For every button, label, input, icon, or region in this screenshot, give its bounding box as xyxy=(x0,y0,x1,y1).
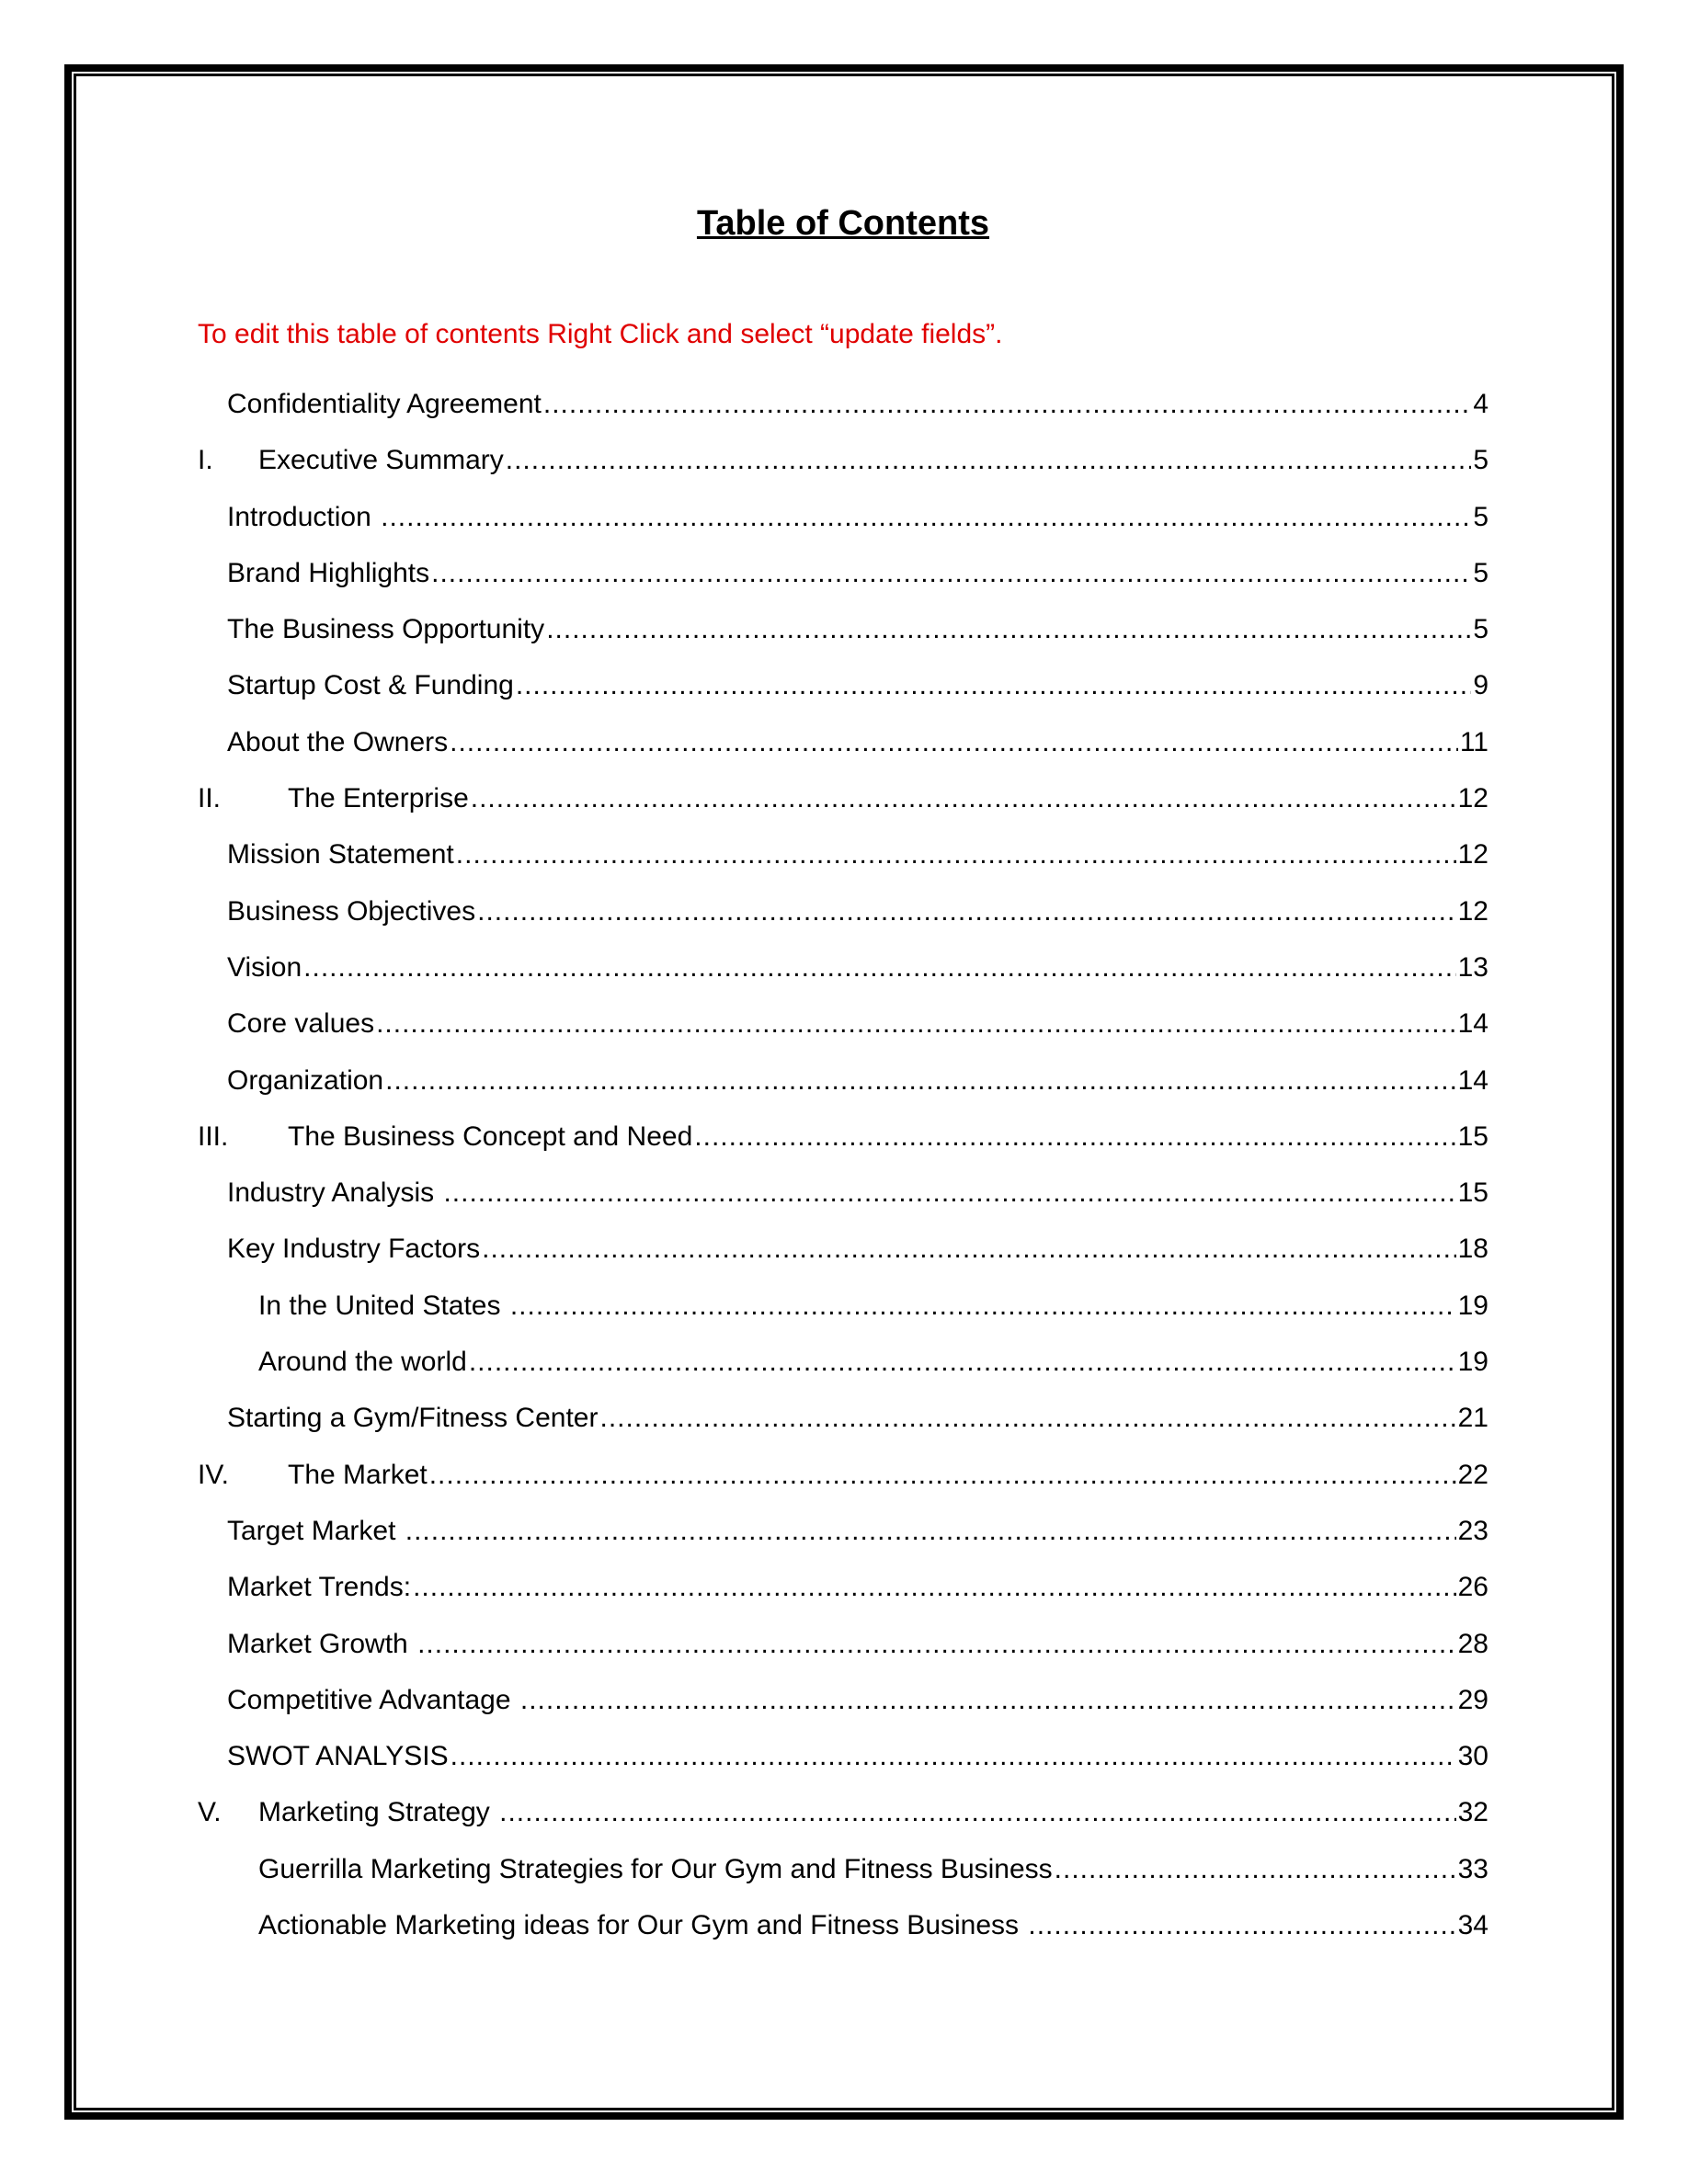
toc-entry[interactable] xyxy=(198,948,1488,1004)
toc-entry-page-number: 15 xyxy=(1457,1177,1488,1209)
toc-entry-page-number: 5 xyxy=(1473,445,1488,476)
toc-entry[interactable] xyxy=(198,1511,1488,1567)
toc-entry[interactable] xyxy=(198,609,1488,665)
toc-entry-label: Around the world xyxy=(258,1347,467,1378)
toc-entry-number: IV. xyxy=(198,1459,229,1490)
toc-entry-page-number: 12 xyxy=(1457,783,1488,814)
toc-entry[interactable] xyxy=(198,779,1488,835)
toc-entry[interactable] xyxy=(198,892,1488,948)
toc-entry-page-number: 12 xyxy=(1457,839,1488,870)
toc-entry-page-number: 14 xyxy=(1457,1064,1488,1096)
toc-dot-leader xyxy=(303,948,1455,988)
toc-dot-leader xyxy=(482,1229,1456,1269)
toc-entry-page-number: 26 xyxy=(1457,1572,1488,1603)
toc-entry-label: Actionable Marketing ideas for Our Gym and Fitness Business xyxy=(258,1910,1027,1941)
toc-entry-label: Startup Cost & Funding xyxy=(227,670,514,701)
toc-dot-leader xyxy=(381,497,1471,538)
toc-entry-number: II. xyxy=(198,783,222,814)
toc-entry-label: Market Trends: xyxy=(227,1572,412,1603)
toc-entry-label: Key Industry Factors xyxy=(227,1234,481,1265)
toc-dot-leader xyxy=(499,1792,1456,1833)
toc-entry[interactable] xyxy=(198,1792,1488,1848)
toc-dot-leader xyxy=(417,1624,1456,1665)
toc-entry[interactable] xyxy=(198,1286,1488,1342)
update-fields-note: To edit this table of contents Right Click and select “update fields”. xyxy=(198,319,1003,349)
toc-entry[interactable] xyxy=(198,835,1488,891)
toc-entry[interactable] xyxy=(198,1567,1488,1623)
toc-entry[interactable] xyxy=(198,497,1488,553)
toc-entry[interactable] xyxy=(198,1004,1488,1060)
toc-entry-page-number: 28 xyxy=(1457,1628,1488,1659)
toc-entry[interactable] xyxy=(198,722,1488,779)
toc-entry-label: Industry Analysis xyxy=(227,1177,442,1209)
toc-dot-leader xyxy=(376,1004,1456,1044)
toc-entry-page-number: 32 xyxy=(1457,1797,1488,1828)
toc-entry-page-number: 23 xyxy=(1457,1515,1488,1546)
toc-dot-leader xyxy=(469,1342,1456,1382)
toc-entry-number: I. xyxy=(198,445,213,476)
toc-entry[interactable] xyxy=(198,1398,1488,1454)
toc-entry-page-number: 22 xyxy=(1457,1459,1488,1490)
toc-entry-label: Vision xyxy=(227,951,302,983)
toc-entry-page-number: 5 xyxy=(1473,501,1488,532)
toc-entry-label: In the United States xyxy=(258,1290,508,1321)
toc-entry[interactable] xyxy=(198,1905,1488,1962)
toc-entry-label: Executive Summary xyxy=(258,445,504,476)
toc-dot-leader xyxy=(405,1511,1456,1552)
toc-entry[interactable] xyxy=(198,440,1488,496)
toc-dot-leader xyxy=(471,779,1456,819)
toc-entry-label: Brand Highlights xyxy=(227,557,430,588)
toc-dot-leader xyxy=(1028,1905,1455,1946)
toc-dot-leader xyxy=(516,665,1471,706)
toc-dot-leader xyxy=(506,440,1472,481)
toc-dot-leader xyxy=(694,1117,1455,1157)
toc-entry[interactable] xyxy=(198,1117,1488,1173)
toc-entry-page-number: 4 xyxy=(1473,389,1488,419)
table-of-contents xyxy=(198,384,1488,1962)
toc-entry-label: The Business Opportunity xyxy=(227,614,545,645)
toc-entry[interactable] xyxy=(198,1736,1488,1792)
toc-entry-page-number: 29 xyxy=(1457,1684,1488,1715)
toc-entry-label: Marketing Strategy xyxy=(258,1797,498,1828)
toc-entry-page-number: 21 xyxy=(1457,1403,1488,1434)
toc-entry-label: Mission Statement xyxy=(227,839,454,870)
toc-entry[interactable] xyxy=(198,1342,1488,1398)
toc-entry-label: Guerrilla Marketing Strategies for Our Gym and Fitness Business xyxy=(258,1853,1053,1884)
toc-entry-page-number: 19 xyxy=(1457,1290,1488,1321)
toc-entry[interactable] xyxy=(198,1061,1488,1117)
toc-entry-page-number: 34 xyxy=(1457,1910,1488,1941)
toc-entry-label: The Business Concept and Need xyxy=(288,1120,693,1152)
toc-dot-leader xyxy=(543,384,1471,425)
toc-entry-page-number: 5 xyxy=(1473,614,1488,645)
toc-entry-label: Organization xyxy=(227,1064,384,1096)
toc-entry[interactable] xyxy=(198,553,1488,609)
toc-entry-page-number: 12 xyxy=(1457,895,1488,927)
toc-entry-label: Target Market xyxy=(227,1515,404,1546)
toc-entry[interactable] xyxy=(198,384,1488,440)
toc-dot-leader xyxy=(450,722,1458,763)
toc-entry[interactable] xyxy=(198,1229,1488,1285)
toc-entry-number: V. xyxy=(198,1797,222,1828)
toc-dot-leader xyxy=(385,1061,1456,1101)
toc-dot-leader xyxy=(599,1398,1455,1439)
toc-dot-leader xyxy=(546,609,1471,650)
toc-entry-label: SWOT ANALYSIS xyxy=(227,1741,449,1772)
toc-dot-leader xyxy=(520,1680,1456,1721)
toc-entry-label: Business Objectives xyxy=(227,895,476,927)
toc-entry-number: III. xyxy=(198,1120,229,1152)
toc-entry-label: Competitive Advantage xyxy=(227,1684,519,1715)
toc-dot-leader xyxy=(413,1567,1456,1608)
toc-entry-page-number: 11 xyxy=(1459,726,1488,757)
toc-entry-page-number: 13 xyxy=(1457,951,1488,983)
toc-entry[interactable] xyxy=(198,1849,1488,1905)
toc-entry-label: About the Owners xyxy=(227,726,449,757)
toc-entry-page-number: 14 xyxy=(1457,1008,1488,1040)
toc-entry-label: Starting a Gym/Fitness Center xyxy=(227,1403,599,1434)
toc-dot-leader xyxy=(451,1736,1456,1777)
toc-entry-label: Market Growth xyxy=(227,1628,416,1659)
toc-dot-leader xyxy=(431,553,1471,594)
toc-dot-leader xyxy=(443,1173,1455,1213)
toc-entry-label: The Market xyxy=(288,1459,428,1490)
toc-entry[interactable] xyxy=(198,1680,1488,1736)
toc-dot-leader xyxy=(429,1455,1456,1496)
toc-entry-page-number: 18 xyxy=(1457,1234,1488,1265)
toc-dot-leader xyxy=(456,835,1456,875)
toc-entry-label: Introduction xyxy=(227,501,380,532)
toc-entry[interactable] xyxy=(198,1455,1488,1511)
toc-entry-label: Core values xyxy=(227,1008,375,1040)
toc-entry-page-number: 15 xyxy=(1457,1120,1488,1152)
toc-entry[interactable] xyxy=(198,1173,1488,1229)
toc-entry[interactable] xyxy=(198,1624,1488,1680)
toc-entry-page-number: 30 xyxy=(1457,1741,1488,1772)
toc-entry-page-number: 19 xyxy=(1457,1347,1488,1378)
toc-dot-leader xyxy=(510,1286,1456,1326)
toc-entry-label: Confidentiality Agreement xyxy=(227,389,542,419)
toc-dot-leader xyxy=(1055,1849,1456,1890)
toc-entry[interactable] xyxy=(198,665,1488,722)
toc-dot-leader xyxy=(477,892,1456,932)
page-title: Table of Contents xyxy=(696,204,990,243)
toc-entry-page-number: 5 xyxy=(1473,557,1488,588)
toc-entry-label: The Enterprise xyxy=(288,783,469,814)
toc-entry-page-number: 33 xyxy=(1457,1853,1488,1884)
toc-entry-page-number: 9 xyxy=(1473,670,1488,701)
